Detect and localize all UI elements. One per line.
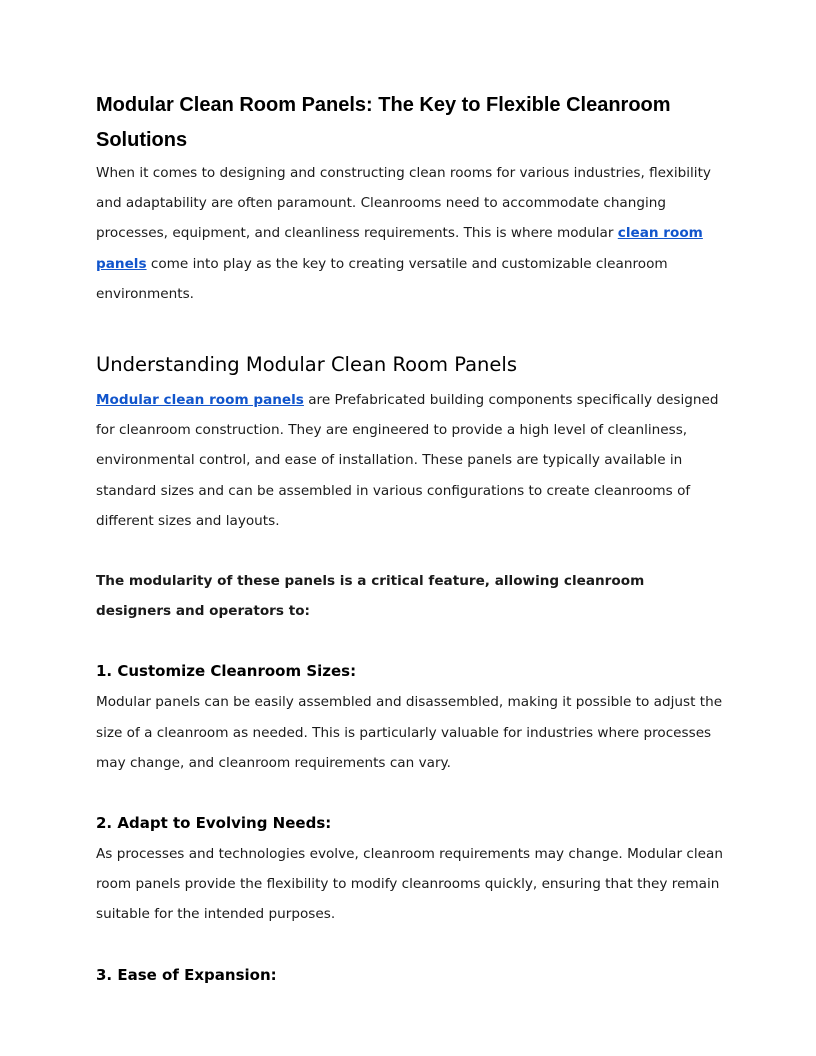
point-heading-customize: 1. Customize Cleanroom Sizes: bbox=[96, 662, 357, 681]
section-text-after-link: are Prefabricated building components specifically designed for cleanroom construction. They are engineered to provide a high level of cleanliness, environmental control, and ease of installation. These panels are typically available in standard sizes and can be assembled in various configurations to create cleanrooms of different sizes and layouts. bbox=[96, 392, 719, 529]
document-title: Modular Clean Room Panels: The Key to Flexible Cleanroom Solutions bbox=[96, 94, 671, 151]
modularity-statement: The modularity of these panels is a critical feature, allowing cleanroom designers and operators to: bbox=[96, 573, 645, 620]
point-heading-adapt: 2. Adapt to Evolving Needs: bbox=[96, 814, 332, 833]
section-heading-understanding: Understanding Modular Clean Room Panels bbox=[96, 353, 517, 377]
clean-room-panels-link[interactable]: clean room panels bbox=[96, 225, 703, 272]
intro-text-before-link: When it comes to designing and constructing clean rooms for various industries, flexibility and adaptability are often paramount. Cleanrooms need to accommodate changing processes, equipment, and cleanliness requirements. This is where modular bbox=[96, 165, 711, 242]
intro-text-after-link: come into play as the key to creating versatile and customizable cleanroom environments. bbox=[96, 255, 668, 302]
modular-clean-room-panels-link[interactable]: Modular clean room panels bbox=[96, 392, 304, 409]
point-heading-expansion: 3. Ease of Expansion: bbox=[96, 965, 277, 984]
point-body-adapt: As processes and technologies evolve, cleanroom requirements may change. Modular clean room panels provide the flexibility to modify cleanrooms quickly, ensuring that they remain suitable for the intended purposes. bbox=[96, 846, 723, 923]
intro-paragraph bbox=[96, 158, 724, 309]
document-page bbox=[96, 88, 724, 991]
point-body-customize: Modular panels can be easily assembled and disassembled, making it possible to adjust the size of a cleanroom as needed. This is particularly valuable for industries where processes may change, and cleanroom requirements can vary. bbox=[96, 694, 723, 771]
section-paragraph bbox=[96, 385, 724, 536]
